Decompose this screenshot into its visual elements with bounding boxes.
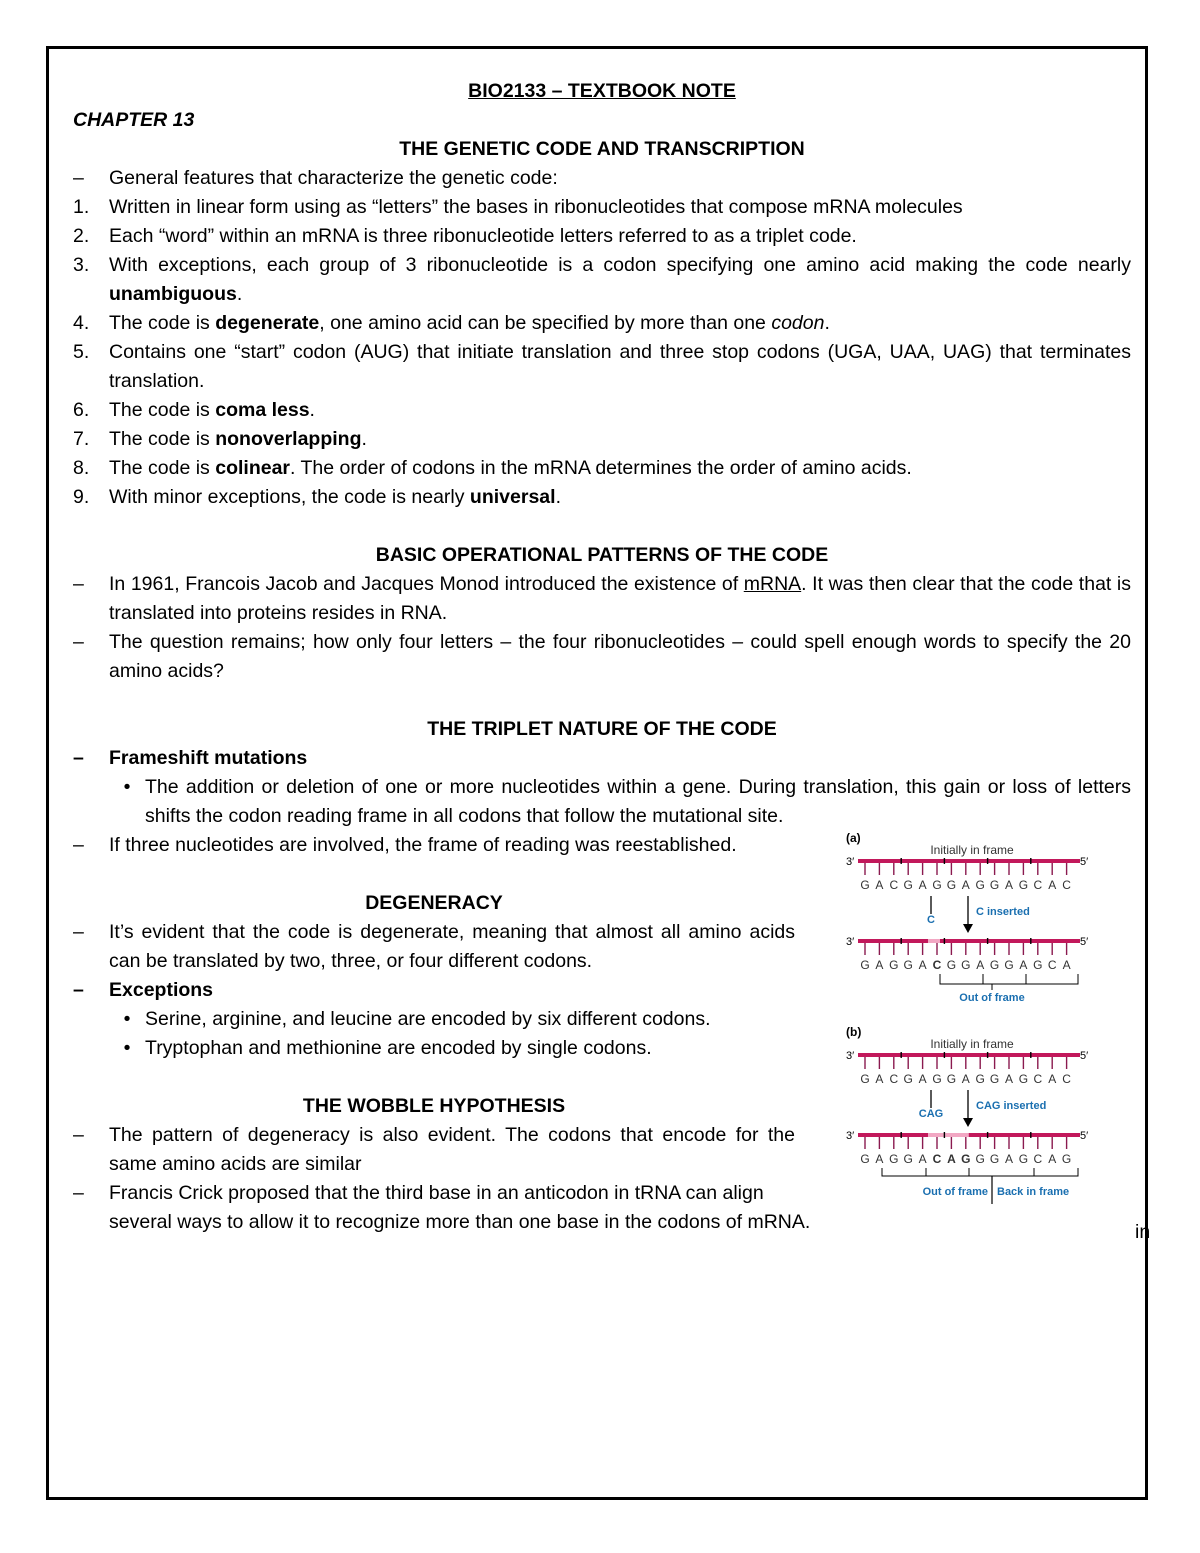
number-marker: 8. xyxy=(73,457,90,479)
base-letter: G xyxy=(989,1072,1000,1086)
bullet-marker: • xyxy=(123,1037,131,1059)
base-letter: G xyxy=(903,1072,913,1086)
list-item xyxy=(73,570,1131,628)
initially-in-frame-label: Initially in frame xyxy=(930,843,1014,857)
item-text: The code is degenerate, one amino acid can be specified by more than one codon. xyxy=(109,312,830,334)
base-letter: C xyxy=(1047,958,1057,972)
base-letter: G xyxy=(903,958,913,972)
base-letter: C xyxy=(932,958,942,972)
dash-marker: – xyxy=(73,979,84,1001)
dash-marker: – xyxy=(73,834,84,856)
item-text: With minor exceptions, the code is nearly universal. xyxy=(109,486,561,508)
section-heading-degeneracy: DEGENERACY xyxy=(365,892,503,914)
bullet-marker: • xyxy=(123,776,131,798)
list-item xyxy=(73,1121,795,1179)
base-letter: G xyxy=(975,1152,985,1166)
initially-in-frame-label: Initially in frame xyxy=(930,1037,1014,1051)
item-text: Contains one “start” codon (AUG) that initiate translation and three stop codons (UGA, UAA, UAG) that terminates translation. xyxy=(109,341,1131,392)
intro-text: General features that characterize the genetic code: xyxy=(109,167,558,189)
base-letter: A xyxy=(1004,1152,1014,1166)
base-letter: C xyxy=(1033,1072,1043,1086)
base-letter: G xyxy=(889,958,899,972)
numbered-item xyxy=(73,193,1131,222)
item-text: The code is coma less. xyxy=(109,399,315,421)
paragraph: Serine, arginine, and leucine are encoded by six different codons. xyxy=(145,1008,711,1030)
number-marker: 5. xyxy=(73,341,90,363)
base-letter: C xyxy=(889,1072,899,1086)
base-letter: C xyxy=(1033,878,1043,892)
bullet-item xyxy=(73,1034,831,1063)
five-prime-label: 5′ xyxy=(1080,1130,1089,1142)
numbered-item xyxy=(73,396,1131,425)
number-marker: 3. xyxy=(73,254,90,276)
base-letter: G xyxy=(1061,1152,1072,1166)
paragraph: Tryptophan and methionine are encoded by single codons. xyxy=(145,1037,652,1059)
numbered-item xyxy=(73,454,1131,483)
base-letter: A xyxy=(918,1072,927,1086)
section-heading-wobble: THE WOBBLE HYPOTHESIS xyxy=(302,1095,566,1117)
five-prime-label: 5′ xyxy=(1080,856,1089,868)
exceptions-heading: Exceptions xyxy=(109,979,214,1001)
section-heading-triplet: THE TRIPLET NATURE OF THE CODE xyxy=(427,718,777,740)
base-letter: G xyxy=(903,1152,913,1166)
section-heading-genetic-code: THE GENETIC CODE AND TRANSCRIPTION xyxy=(399,138,805,160)
three-prime-label: 3′ xyxy=(846,1130,855,1142)
number-marker: 9. xyxy=(73,486,90,508)
base-letter: C xyxy=(1033,1152,1043,1166)
paragraph: several ways to allow it to recognize more than one base in the codons of mRNA. xyxy=(109,1211,811,1233)
section-heading-operational: BASIC OPERATIONAL PATTERNS OF THE CODE xyxy=(375,544,829,566)
item-text: With exceptions, each group of 3 ribonucleotide is a codon specifying one amino acid making the code nearly unambiguous. xyxy=(109,254,1131,305)
out-of-frame-label: Out of frame xyxy=(959,992,1025,1004)
base-letter: G xyxy=(1018,1152,1029,1166)
three-prime-label: 3′ xyxy=(846,1050,855,1062)
dash-marker: – xyxy=(73,631,84,653)
bullet-item xyxy=(73,773,1131,831)
list-item-continuation xyxy=(73,1208,1131,1237)
list-item xyxy=(73,744,1131,773)
base-letter: A xyxy=(918,1152,927,1166)
back-in-frame-label: Back in frame xyxy=(997,1186,1070,1198)
panel-a-label: (a) xyxy=(846,831,861,845)
list-item xyxy=(73,628,1131,686)
base-letter: A xyxy=(875,1072,884,1086)
mrna-underlined: mRNA xyxy=(743,573,802,595)
base-letter: G xyxy=(1018,1072,1029,1086)
base-letter: A xyxy=(1048,878,1057,892)
base-letter: A xyxy=(1019,958,1028,972)
base-letter: G xyxy=(946,1072,957,1086)
paragraph: It’s evident that the code is degenerate, meaning that almost all amino acids can be translated by two, three, or four different codons. xyxy=(109,921,795,972)
base-letter: G xyxy=(989,1152,1000,1166)
number-marker: 2. xyxy=(73,225,90,247)
base-letter: A xyxy=(875,1152,884,1166)
numbered-item xyxy=(73,309,1131,338)
wrapped-word-in: in xyxy=(1135,1221,1151,1243)
three-prime-label: 3′ xyxy=(846,936,855,948)
base-letter: A xyxy=(961,1072,970,1086)
base-letter: G xyxy=(989,878,1000,892)
base-letter: G xyxy=(932,1072,942,1086)
document-title: BIO2133 – TEXTBOOK NOTE xyxy=(468,80,736,102)
number-marker: 1. xyxy=(73,196,90,218)
panel-b-label: (b) xyxy=(846,1025,862,1039)
frameshift-figure xyxy=(842,826,1087,1206)
inserted-c-label: C xyxy=(927,914,935,926)
base-letter: G xyxy=(903,878,913,892)
base-letter: A xyxy=(1062,958,1071,972)
dash-marker: – xyxy=(73,573,84,595)
base-letter: A xyxy=(961,878,970,892)
frameshift-heading: Frameshift mutations xyxy=(109,747,308,769)
item-text: The code is nonoverlapping. xyxy=(109,428,367,450)
base-letter: A xyxy=(875,958,884,972)
base-letter: A xyxy=(918,958,927,972)
bracket xyxy=(940,974,1078,984)
list-item xyxy=(73,831,795,860)
base-letter: A xyxy=(1004,878,1014,892)
number-marker: 7. xyxy=(73,428,90,450)
paragraph: Francis Crick proposed that the third base in an anticodon in tRNA can align xyxy=(109,1182,764,1204)
cag-inserted-label: CAG inserted xyxy=(976,1100,1047,1112)
bracket xyxy=(882,1168,1078,1176)
base-letter: G xyxy=(946,878,957,892)
base-letter: A xyxy=(1048,1072,1057,1086)
numbered-item xyxy=(73,251,1131,309)
base-letter: G xyxy=(989,958,1000,972)
dash-marker: – xyxy=(73,167,84,189)
paragraph: In 1961, Francois Jacob and Jacques Monod introduced the existence of mRNA. It was then clear that the code that is translated into proteins resides in RNA. xyxy=(109,573,1131,624)
numbered-item xyxy=(73,222,1131,251)
five-prime-label: 5′ xyxy=(1080,936,1089,948)
item-text: The code is colinear. The order of codons in the mRNA determines the order of amino acids. xyxy=(109,457,912,479)
dash-marker: – xyxy=(73,921,84,943)
c-inserted-label: C inserted xyxy=(976,906,1030,918)
base-letter: G xyxy=(946,958,957,972)
base-letter: A xyxy=(1048,1152,1057,1166)
paragraph: The addition or deletion of one or more nucleotides within a gene. During translation, this gain or loss of letters shifts the codon reading frame in all codons that follow the mutational site. xyxy=(145,776,1131,827)
paragraph: The pattern of degeneracy is also evident. The codons that encode for the same amino acids are similar xyxy=(109,1124,795,1175)
paragraph: If three nucleotides are involved, the frame of reading was reestablished. xyxy=(109,834,737,856)
list-item xyxy=(73,1179,795,1208)
three-prime-label: 3′ xyxy=(846,856,855,868)
bullet-marker: • xyxy=(123,1008,131,1030)
base-letter: G xyxy=(1004,958,1014,972)
number-marker: 4. xyxy=(73,312,90,334)
dash-marker: – xyxy=(73,1182,84,1204)
base-letter: G xyxy=(932,878,942,892)
paragraph: The question remains; how only four letters – the four ribonucleotides – could spell enough words to specify the 20 amino acids? xyxy=(109,631,1131,682)
list-item xyxy=(73,976,795,1005)
numbered-list xyxy=(73,193,1131,512)
inserted-cag-label: CAG xyxy=(918,1108,944,1120)
out-of-frame-label: Out of frame xyxy=(922,1186,988,1198)
base-letter: G xyxy=(975,1072,985,1086)
bullet-item xyxy=(73,1005,831,1034)
base-letter: A xyxy=(875,878,884,892)
five-prime-label: 5′ xyxy=(1080,1050,1089,1062)
numbered-item xyxy=(73,483,1131,512)
dash-marker: – xyxy=(73,747,84,769)
down-arrowhead xyxy=(963,924,973,933)
base-letter: G xyxy=(860,1072,870,1086)
base-letter: G xyxy=(860,878,870,892)
base-letter: G xyxy=(961,1152,971,1166)
numbered-item xyxy=(73,425,1131,454)
base-letter: G xyxy=(1033,958,1043,972)
base-letter: G xyxy=(975,878,985,892)
base-letter: G xyxy=(961,958,971,972)
base-letter: A xyxy=(1004,1072,1014,1086)
base-letter: G xyxy=(860,958,870,972)
base-letter: A xyxy=(918,878,927,892)
base-letter: C xyxy=(1062,1072,1071,1086)
number-marker: 6. xyxy=(73,399,90,421)
base-letter: G xyxy=(1018,878,1029,892)
list-item xyxy=(73,164,1131,193)
base-letter: C xyxy=(889,878,899,892)
chapter-label: CHAPTER 13 xyxy=(73,109,195,131)
dash-marker: – xyxy=(73,1124,84,1146)
base-letter: C xyxy=(1062,878,1071,892)
base-letter: G xyxy=(860,1152,870,1166)
base-letter: C xyxy=(932,1152,942,1166)
base-letter: A xyxy=(976,958,985,972)
base-letter: A xyxy=(947,1152,956,1166)
page-frame xyxy=(46,46,1151,1500)
base-letter: G xyxy=(889,1152,899,1166)
down-arrowhead xyxy=(963,1118,973,1127)
item-text: Each “word” within an mRNA is three ribonucleotide letters referred to as a triplet code. xyxy=(109,225,857,247)
numbered-item xyxy=(73,338,1131,396)
list-item xyxy=(73,918,795,976)
item-text: Written in linear form using as “letters” the bases in ribonucleotides that compose mRNA molecules xyxy=(109,196,963,218)
